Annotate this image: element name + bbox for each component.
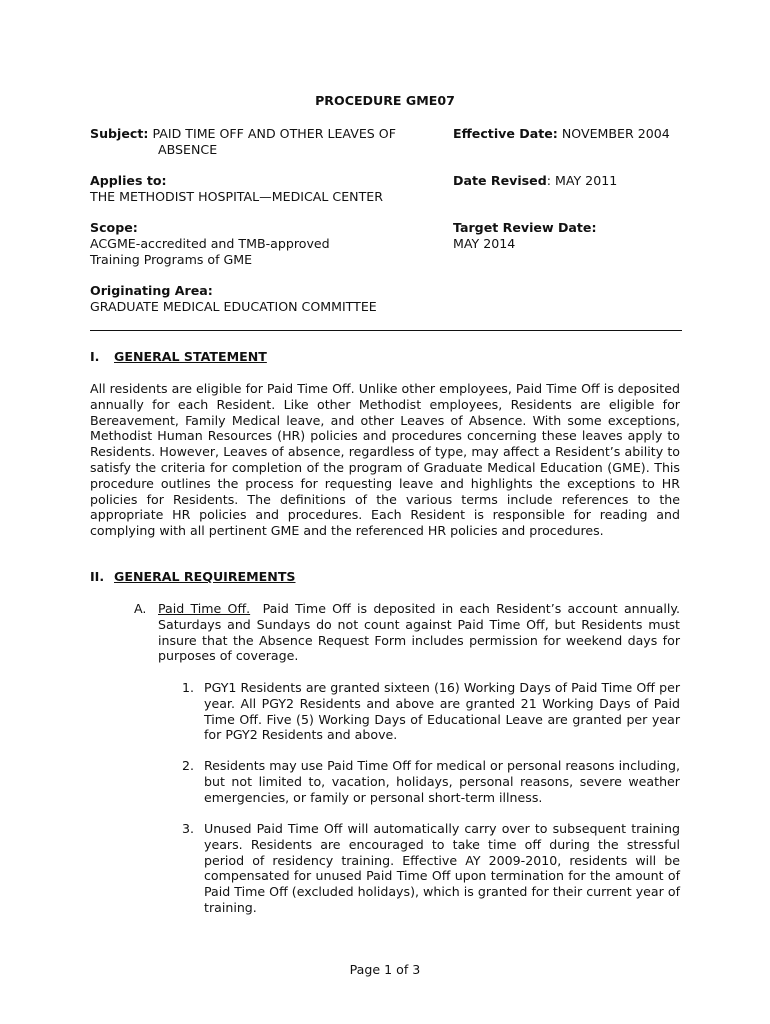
subject-label: Subject xyxy=(90,126,144,141)
subsection-a-text: Paid Time Off is deposited in each Resident’s account annually. Saturdays and Sundays do not count against Paid Time Off, but Residents must insure that the Absence Request Form includes permission for weekend days for purposes of coverage. xyxy=(158,601,680,664)
section-1-heading xyxy=(90,349,267,365)
originating-area-value: GRADUATE MEDICAL EDUCATION COMMITTEE xyxy=(90,298,377,314)
subsection-a-letter: A. xyxy=(134,601,147,616)
effective-date-label: Effective Date: xyxy=(453,126,558,141)
date-revised-label: Date Revised xyxy=(453,173,547,188)
applies-block xyxy=(90,173,490,205)
date-revised-value: MAY 2011 xyxy=(554,173,618,188)
procedure-title: PROCEDURE GME07 xyxy=(315,93,455,108)
section-2-number: II. xyxy=(90,569,105,584)
effective-date-value: NOVEMBER 2004 xyxy=(561,126,670,141)
effective-date-block xyxy=(453,126,693,142)
list-item-text: PGY1 Residents are granted sixteen (16) Working Days of Paid Time Off per year. All PGY2 Residents and above are granted 21 Working Days of Paid Time Off. Five (5) Working Days of Educational Leave are granted per year for PGY2 Residents and above. xyxy=(204,680,680,743)
list-item xyxy=(182,680,680,743)
originating-area-block xyxy=(90,283,490,315)
section-2-title: GENERAL REQUIREMENTS xyxy=(114,569,296,584)
applies-label: Applies to: xyxy=(90,173,167,188)
subject-value-line2: ABSENCE xyxy=(158,141,218,157)
target-review-label: Target Review Date: xyxy=(453,220,597,235)
list-item-text: Unused Paid Time Off will automatically carry over to subsequent training years. Residents are encouraged to take time off during the stressful period of residency training. Effective AY 2009-2010, residents will be compensated for unused Paid Time Off upon termination for the amount of Paid Time Off (excluded holidays), which is granted for their current year of training. xyxy=(204,821,680,915)
subsection-a-label: Paid Time Off. xyxy=(158,601,251,616)
scope-label: Scope: xyxy=(90,220,138,235)
scope-value-line1: ACGME-accredited and TMB-approved xyxy=(90,235,330,251)
applies-value: THE METHODIST HOSPITAL—MEDICAL CENTER xyxy=(90,188,383,204)
target-review-value: MAY 2014 xyxy=(453,235,516,251)
section-1-body xyxy=(90,381,680,539)
list-item-number: 3. xyxy=(182,821,195,836)
section-1-title: GENERAL STATEMENT xyxy=(114,349,267,364)
scope-block xyxy=(90,220,450,267)
list-item-number: 2. xyxy=(182,758,195,773)
page-number: Page 1 of 3 xyxy=(349,962,421,977)
originating-area-label: Originating Area: xyxy=(90,283,213,298)
scope-value-line2: Training Programs of GME xyxy=(90,251,253,267)
list-item-text: Residents may use Paid Time Off for medical or personal reasons including, but not limited to, vacation, holidays, personal reasons, severe weather emergencies, or family or personal short-term illness. xyxy=(204,758,680,805)
subsection-a xyxy=(134,601,680,664)
list-item xyxy=(182,758,680,805)
general-statement-text: All residents are eligible for Paid Time Off. Unlike other employees, Paid Time Off is deposited annually for each Resident. Like other Methodist employees, Residents are eligible for Bereavement, Family Medical leave, and other Leaves of Absence. With some exceptions, Methodist Human Resources (HR) policies and procedures concerning these leaves apply to Residents. However, Leaves of absence, regardless of type, may affect a Resident’s ability to satisfy the criteria for completion of the program of Graduate Medical Education (GME). This procedure outlines the process for requesting leave and highlights the exceptions to HR policies for Residents. The definitions of the various terms include references to the appropriate HR policies and procedures. Each Resident is responsible for reading and complying with all pertinent GME and the referenced HR policies and procedures. xyxy=(90,381,680,539)
list-item xyxy=(182,821,680,916)
subject-block: Subject: PAID TIME OFF AND OTHER LEAVES OF ABSENCE xyxy=(90,126,450,158)
list-item-number: 1. xyxy=(182,680,195,695)
header-divider xyxy=(90,330,682,331)
date-revised-block: Date Revised: MAY 2011 xyxy=(453,173,618,188)
subject-value-line1: PAID TIME OFF AND OTHER LEAVES OF xyxy=(152,126,396,141)
section-1-number: I. xyxy=(90,349,100,364)
target-review-block xyxy=(453,220,693,252)
section-2-heading xyxy=(90,569,296,585)
